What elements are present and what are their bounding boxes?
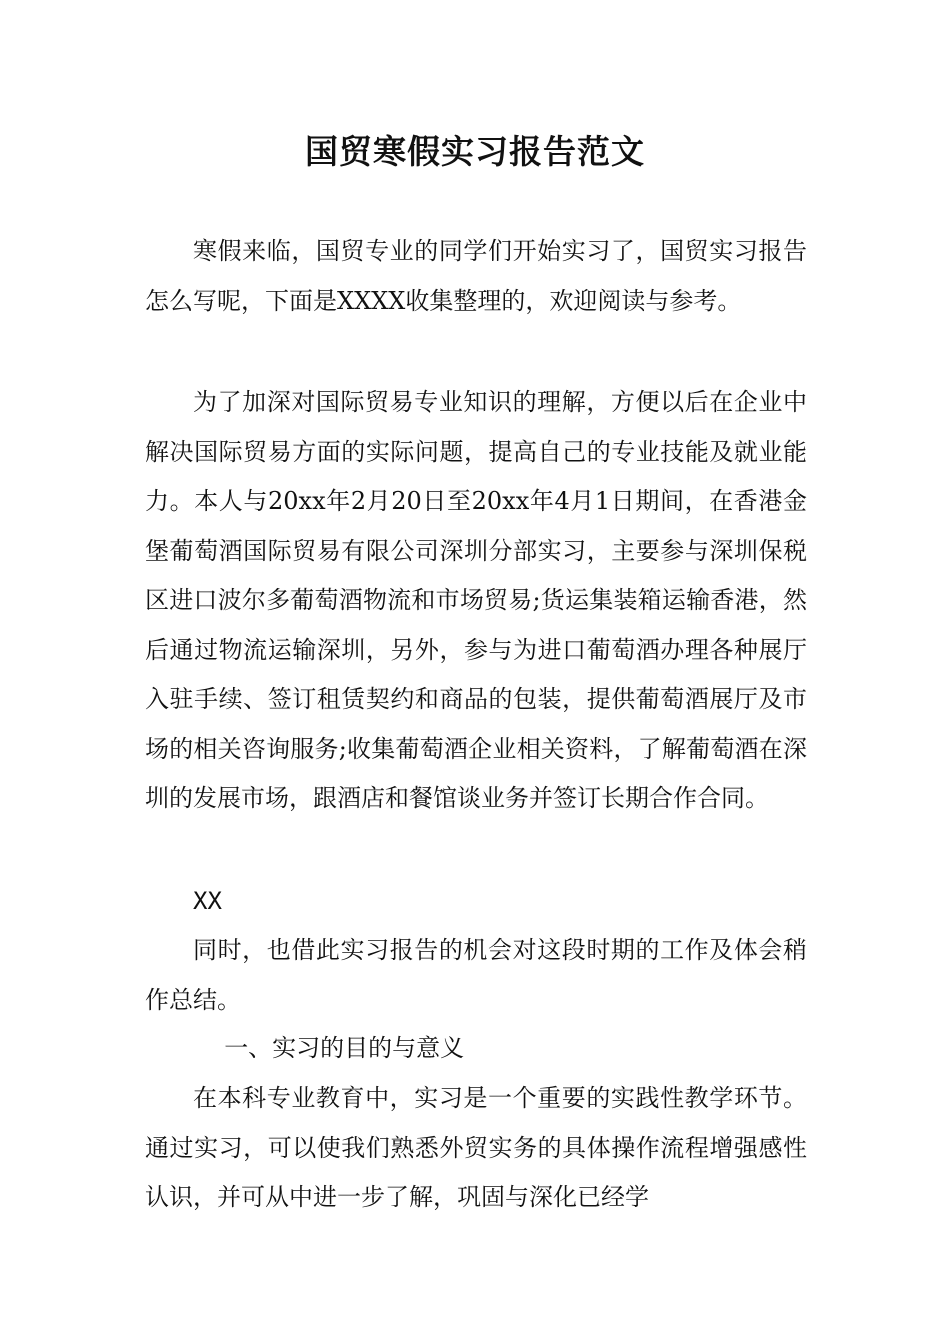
placeholder-paragraph: XX <box>193 887 222 915</box>
section-heading: 一、实习的目的与意义 <box>224 1034 465 1062</box>
internship-description-paragraph: 为了加深对国际贸易专业知识的理解，方便以后在企业中解决国际贸易方面的实际问题，提高自己的专业技能及就业能力。本人与20xx年2月20日至20xx年4月1日期间，在香港金堡葡萄酒国际贸易有限公司深圳分部实习，主要参与深圳保税区进口波尔多葡萄酒物流和市场贸易;货运集装箱运输香港，然后通过物流运输深圳，另外，参与为进口葡萄酒办理各种展厅入驻手续、签订租赁契约和商品的包装，提供葡萄酒展厅及市场的相关咨询服务;收集葡萄酒企业相关资料，了解葡萄酒在深圳的发展市场，跟酒店和餐馆谈业务并签订长期合作合同。 <box>145 388 807 812</box>
document-title: 国贸寒假实习报告范文 <box>305 132 645 171</box>
summary-intro-paragraph: 同时，也借此实习报告的机会对这段时期的工作及体会稍作总结。 <box>145 936 807 1014</box>
intro-paragraph: 寒假来临，国贸专业的同学们开始实习了，国贸实习报告怎么写呢，下面是XXXX收集整理的，欢迎阅读与参考。 <box>145 237 807 315</box>
purpose-paragraph: 在本科专业教育中，实习是一个重要的实践性教学环节。通过实习，可以使我们熟悉外贸实务的具体操作流程增强感性认识，并可从中进一步了解，巩固与深化已经学 <box>145 1084 807 1211</box>
